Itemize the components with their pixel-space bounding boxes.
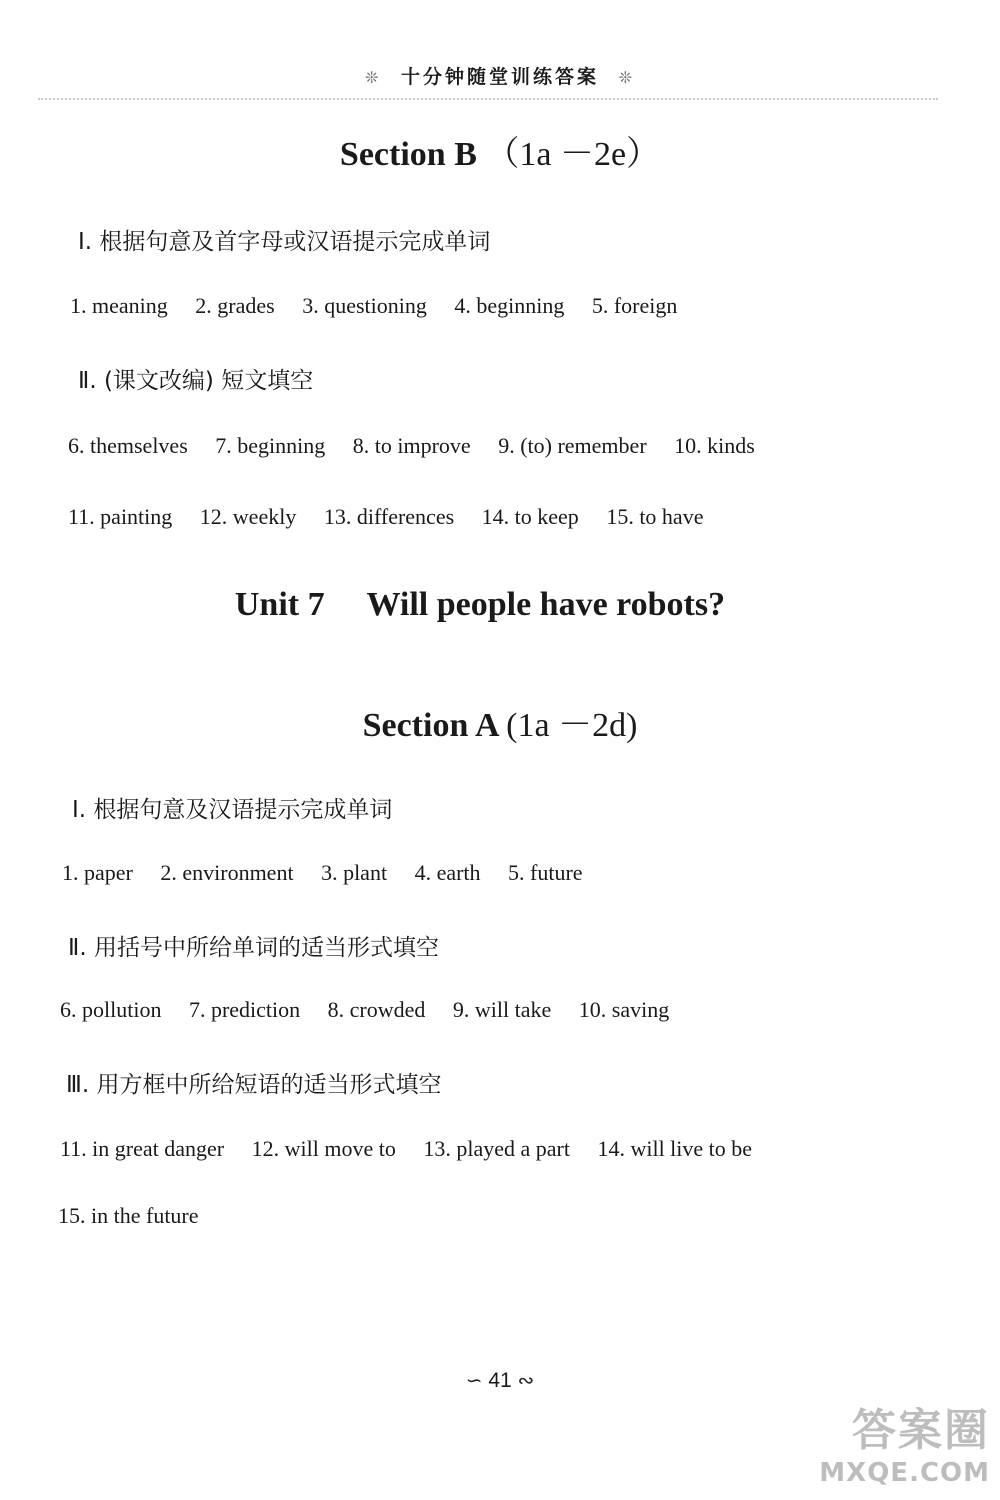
section-b-part2-label: Ⅱ. (课文改编) 短文填空 (78, 368, 314, 394)
watermark-url: MXQE.COM (819, 1458, 990, 1488)
watermark (819, 1394, 990, 1488)
section-b-part1-answers (70, 293, 699, 319)
answer-item: 14. to keep (481, 504, 579, 529)
answer-item: 2. grades (195, 293, 275, 318)
answer-item: 10. saving (578, 997, 670, 1022)
section-b-part2-answers-line1 (68, 433, 777, 459)
answer-item: 2. environment (160, 860, 294, 885)
swirl-left-icon: ∽ (465, 1370, 483, 1392)
answer-item: 4. beginning (454, 293, 565, 318)
section-b-range: （1a －2e） (485, 136, 661, 173)
page-number: 41 (488, 1369, 512, 1392)
section-b-part2-answers-line2 (68, 504, 725, 530)
answer-item: 7. beginning (215, 433, 326, 458)
section-a-part3-answers-line2 (58, 1203, 221, 1229)
answer-item: 3. plant (321, 860, 388, 885)
answer-item: 11. in great danger (60, 1136, 225, 1161)
answer-item: 8. crowded (327, 997, 426, 1022)
page-header (0, 62, 1000, 89)
answer-item: 6. pollution (60, 997, 162, 1022)
answer-item: 13. played a part (423, 1136, 570, 1161)
answer-item: 6. themselves (68, 433, 188, 458)
watermark-logo-text: 答案圈 (852, 1405, 990, 1456)
answer-item: 8. to improve (352, 433, 471, 458)
page-footer (0, 1368, 1000, 1393)
flower-icon: ❊ (618, 68, 636, 87)
answer-item: 4. earth (414, 860, 481, 885)
section-b-heading (0, 126, 1000, 175)
section-a-title: Section A (362, 707, 498, 744)
swirl-right-icon: ∾ (517, 1370, 535, 1392)
answer-item: 5. future (508, 860, 583, 885)
answer-item: 5. foreign (591, 293, 678, 318)
answer-item: 9. will take (452, 997, 552, 1022)
section-a-range: (1a －2d) (506, 707, 638, 744)
answer-item: 7. prediction (188, 997, 301, 1022)
section-a-part3-answers-line1 (60, 1136, 774, 1162)
header-title: 十分钟随堂训练答案 (400, 66, 599, 88)
answer-item: 15. to have (606, 504, 704, 529)
answer-item: 13. differences (323, 504, 455, 529)
section-a-part2-answers (60, 997, 691, 1023)
unit-label: Unit 7 (234, 586, 325, 623)
section-a-heading (0, 697, 1000, 746)
answer-item: 15. in the future (58, 1203, 199, 1228)
answer-item: 14. will live to be (597, 1136, 753, 1161)
unit-heading (0, 586, 980, 624)
section-a-part2-label: Ⅱ. 用括号中所给单词的适当形式填空 (68, 935, 439, 961)
answer-item: 1. meaning (70, 293, 168, 318)
answer-item: 9. (to) remember (498, 433, 647, 458)
answer-item: 11. painting (68, 504, 173, 529)
answer-item: 1. paper (62, 860, 133, 885)
section-a-part3-label: Ⅲ. 用方框中所给短语的适当形式填空 (66, 1072, 442, 1098)
answer-item: 10. kinds (674, 433, 755, 458)
section-b-part1-label: Ⅰ. 根据句意及首字母或汉语提示完成单词 (78, 229, 491, 255)
section-a-part1-label: Ⅰ. 根据句意及汉语提示完成单词 (72, 797, 393, 823)
section-a-part1-answers (62, 860, 605, 886)
section-b-title: Section B (339, 136, 477, 173)
answer-item: 12. will move to (251, 1136, 396, 1161)
answer-item: 3. questioning (302, 293, 427, 318)
unit-title: Will people have robots? (366, 586, 726, 623)
flower-icon: ❊ (364, 68, 382, 87)
header-divider (38, 98, 938, 100)
answer-item: 12. weekly (199, 504, 297, 529)
